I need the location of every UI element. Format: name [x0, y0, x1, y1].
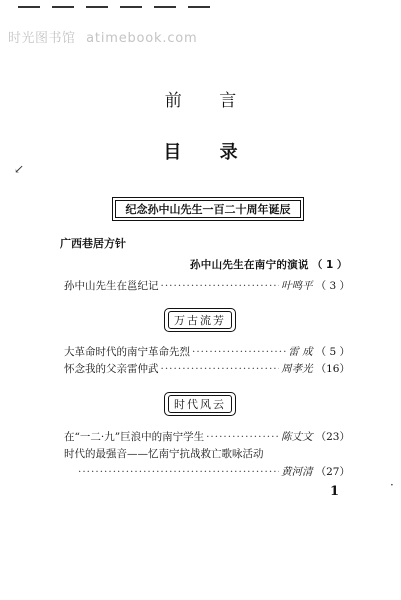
- section-box-2: [164, 392, 236, 416]
- toc-entry-page: （16）: [315, 363, 350, 375]
- banner-text: 纪念孙中山先生一百二十周年诞辰: [125, 203, 291, 216]
- toc-entry-title: 孙中山先生在南宁的演说: [190, 259, 309, 271]
- toc-entry-title: 在“一二·九”巨浪中的南宁学生: [64, 431, 205, 443]
- toc-entry-page: （ 5 ）: [315, 346, 350, 358]
- page-number: 1: [330, 484, 340, 499]
- section-title: 广西巷居方针: [60, 237, 126, 250]
- toc-entry[interactable]: [64, 344, 350, 359]
- section-box-1: [164, 308, 236, 332]
- toc-leader-dots: [206, 431, 279, 443]
- toc-entry-author: 黄河清: [281, 466, 313, 478]
- toc-leader-dots: [161, 280, 280, 292]
- toc-entry-author: 雷 成: [288, 346, 313, 358]
- toc-entry-author: 叶鸣平: [281, 280, 313, 292]
- toc-entry-page: （ 1 ）: [311, 259, 348, 271]
- toc-entry-title: 怀念我的父亲雷仲武: [64, 363, 159, 375]
- watermark-site-url: atimebook.com: [86, 31, 198, 46]
- preface-heading: 前 言: [164, 91, 253, 111]
- contents-heading: 目 录: [163, 142, 254, 163]
- toc-entry[interactable]: [64, 429, 350, 444]
- watermark: [8, 27, 197, 46]
- toc-entry[interactable]: [64, 446, 350, 461]
- section-box-label: 时代风云: [174, 398, 226, 411]
- toc-entry-continuation[interactable]: [76, 464, 350, 479]
- toc-entry[interactable]: [64, 278, 350, 293]
- toc-leader-dots: [192, 346, 286, 358]
- toc-entry-page: （27）: [315, 466, 350, 478]
- watermark-site-cn: 时光图书馆: [8, 31, 76, 46]
- stray-mark-right: ·: [390, 478, 394, 492]
- toc-entry-author: 周孝光: [281, 363, 313, 375]
- toc-entry-title: 孙中山先生在邕纪记: [64, 280, 159, 292]
- toc-entry-page: （ 3 ）: [315, 280, 350, 292]
- toc-entry-title: 时代的最强音——忆南宁抗战救亡歌咏活动: [64, 448, 264, 460]
- toc-entry[interactable]: [190, 257, 350, 272]
- toc-entry[interactable]: [64, 361, 350, 376]
- toc-entry-author: 陈丈文: [281, 431, 313, 443]
- toc-leader-dots: [161, 363, 280, 375]
- stray-mark-left: ↙: [14, 162, 25, 176]
- toc-leader-dots: [78, 466, 279, 478]
- toc-entry-page: （23）: [315, 431, 350, 443]
- toc-entry-title: 大革命时代的南宁革命先烈: [64, 346, 190, 358]
- section-box-label: 万古流芳: [174, 314, 226, 327]
- commemoration-banner: [112, 197, 304, 221]
